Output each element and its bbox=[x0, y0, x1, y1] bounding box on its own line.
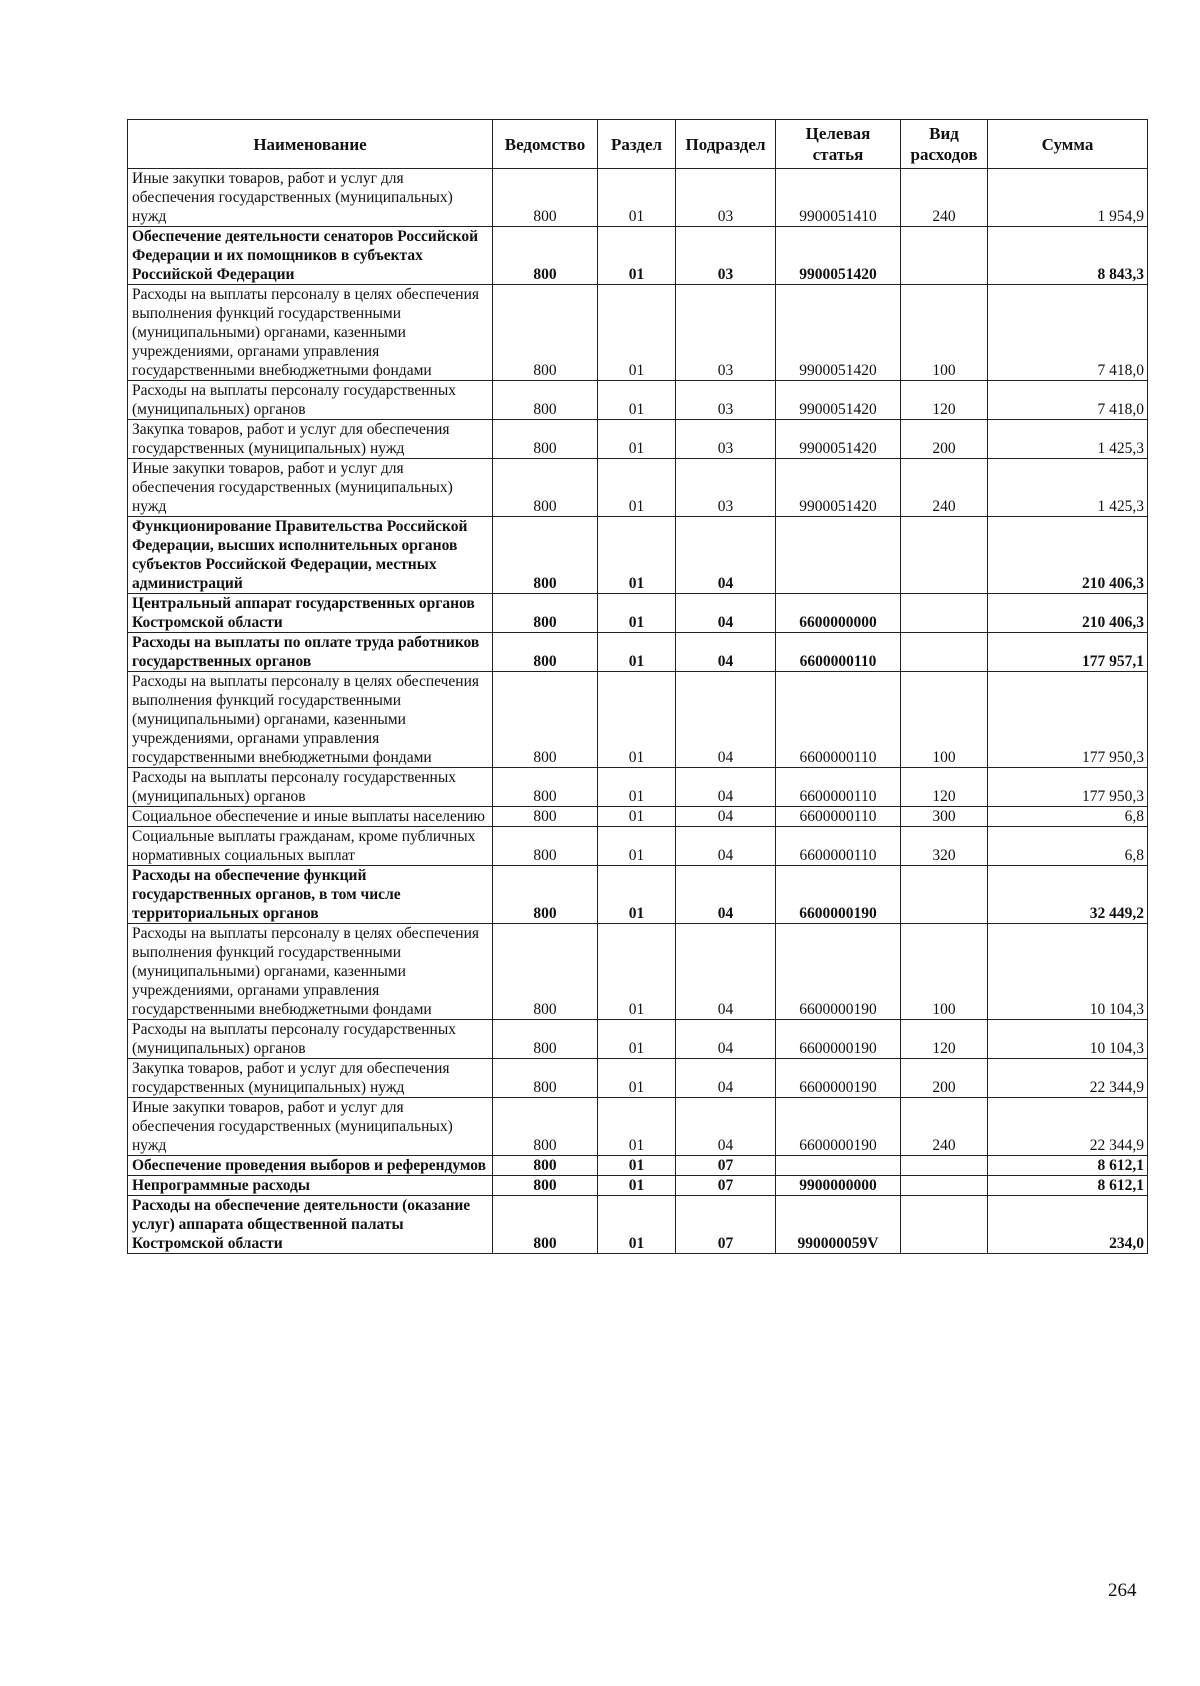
cell-name: Обеспечение деятельности сенаторов Российской Федерации и их помощников в субъектах Российской Федерации bbox=[128, 227, 493, 285]
table-row bbox=[128, 1098, 1148, 1156]
cell-podrazdel: 04 bbox=[676, 866, 776, 924]
cell-vid-raskhodov: 120 bbox=[901, 381, 988, 420]
cell-vid-raskhodov: 200 bbox=[901, 420, 988, 459]
cell-tselevaya-statya: 6600000110 bbox=[776, 807, 901, 827]
cell-name: Иные закупки товаров, работ и услуг для обеспечения государственных (муниципальных) нужд bbox=[128, 169, 493, 227]
cell-vid-raskhodov bbox=[901, 1196, 988, 1254]
budget-table bbox=[127, 119, 1148, 1254]
cell-razdel: 01 bbox=[598, 807, 676, 827]
cell-vid-raskhodov bbox=[901, 1156, 988, 1176]
table-row bbox=[128, 1156, 1148, 1176]
cell-tselevaya-statya bbox=[776, 1156, 901, 1176]
cell-tselevaya-statya: 9900051420 bbox=[776, 420, 901, 459]
cell-vedomstvo: 800 bbox=[493, 459, 598, 517]
cell-razdel: 01 bbox=[598, 227, 676, 285]
header-vid-raskhodov: Вид расходов bbox=[901, 120, 988, 169]
cell-razdel: 01 bbox=[598, 672, 676, 768]
cell-vedomstvo: 800 bbox=[493, 807, 598, 827]
cell-podrazdel: 04 bbox=[676, 827, 776, 866]
header-naimenovanie: Наименование bbox=[128, 120, 493, 169]
cell-summa: 7 418,0 bbox=[988, 381, 1148, 420]
cell-vedomstvo: 800 bbox=[493, 594, 598, 633]
cell-summa: 6,8 bbox=[988, 827, 1148, 866]
cell-name: Центральный аппарат государственных органов Костромской области bbox=[128, 594, 493, 633]
cell-podrazdel: 07 bbox=[676, 1196, 776, 1254]
cell-vid-raskhodov: 200 bbox=[901, 1059, 988, 1098]
cell-vedomstvo: 800 bbox=[493, 1156, 598, 1176]
cell-name: Расходы на выплаты персоналу в целях обеспечения выполнения функций государственными (муниципальными) органами, казенными учреждениями, органами управления государственными внебюджетными фондами bbox=[128, 285, 493, 381]
cell-razdel: 01 bbox=[598, 459, 676, 517]
header-vedomstvo: Ведомство bbox=[493, 120, 598, 169]
cell-name: Расходы на выплаты персоналу государственных (муниципальных) органов bbox=[128, 768, 493, 807]
table-row bbox=[128, 169, 1148, 227]
cell-podrazdel: 07 bbox=[676, 1156, 776, 1176]
cell-vid-raskhodov bbox=[901, 866, 988, 924]
cell-name: Расходы на выплаты персоналу в целях обеспечения выполнения функций государственными (муниципальными) органами, казенными учреждениями, органами управления государственными внебюджетными фондами bbox=[128, 672, 493, 768]
cell-summa: 177 957,1 bbox=[988, 633, 1148, 672]
cell-podrazdel: 03 bbox=[676, 381, 776, 420]
cell-name: Социальное обеспечение и иные выплаты населению bbox=[128, 807, 493, 827]
cell-summa: 8 612,1 bbox=[988, 1176, 1148, 1196]
cell-vid-raskhodov: 120 bbox=[901, 1020, 988, 1059]
cell-razdel: 01 bbox=[598, 1098, 676, 1156]
cell-summa: 177 950,3 bbox=[988, 672, 1148, 768]
cell-vid-raskhodov: 100 bbox=[901, 285, 988, 381]
cell-razdel: 01 bbox=[598, 594, 676, 633]
table-row bbox=[128, 866, 1148, 924]
cell-name: Расходы на обеспечение деятельности (оказание услуг) аппарата общественной палаты Костромской области bbox=[128, 1196, 493, 1254]
page-number: 264 bbox=[1108, 1580, 1137, 1601]
cell-tselevaya-statya bbox=[776, 517, 901, 594]
cell-podrazdel: 04 bbox=[676, 1059, 776, 1098]
cell-summa: 177 950,3 bbox=[988, 768, 1148, 807]
cell-name: Функционирование Правительства Российской Федерации, высших исполнительных органов субъектов Российской Федерации, местных администраций bbox=[128, 517, 493, 594]
cell-name: Расходы на выплаты персоналу государственных (муниципальных) органов bbox=[128, 1020, 493, 1059]
cell-name: Расходы на выплаты персоналу в целях обеспечения выполнения функций государственными (муниципальными) органами, казенными учреждениями, органами управления государственными внебюджетными фондами bbox=[128, 924, 493, 1020]
cell-name: Иные закупки товаров, работ и услуг для обеспечения государственных (муниципальных) нужд bbox=[128, 459, 493, 517]
cell-summa: 210 406,3 bbox=[988, 594, 1148, 633]
cell-vid-raskhodov bbox=[901, 517, 988, 594]
cell-summa: 1 425,3 bbox=[988, 420, 1148, 459]
cell-summa: 22 344,9 bbox=[988, 1098, 1148, 1156]
cell-vid-raskhodov: 240 bbox=[901, 459, 988, 517]
cell-podrazdel: 04 bbox=[676, 1020, 776, 1059]
cell-vid-raskhodov bbox=[901, 1176, 988, 1196]
cell-podrazdel: 04 bbox=[676, 594, 776, 633]
cell-podrazdel: 04 bbox=[676, 517, 776, 594]
cell-vedomstvo: 800 bbox=[493, 285, 598, 381]
cell-podrazdel: 04 bbox=[676, 633, 776, 672]
table-row bbox=[128, 1196, 1148, 1254]
cell-podrazdel: 03 bbox=[676, 227, 776, 285]
cell-vedomstvo: 800 bbox=[493, 1196, 598, 1254]
cell-summa: 1 425,3 bbox=[988, 459, 1148, 517]
cell-razdel: 01 bbox=[598, 768, 676, 807]
cell-vedomstvo: 800 bbox=[493, 1176, 598, 1196]
cell-summa: 210 406,3 bbox=[988, 517, 1148, 594]
cell-tselevaya-statya: 6600000190 bbox=[776, 866, 901, 924]
cell-name: Расходы на обеспечение функций государственных органов, в том числе территориальных органов bbox=[128, 866, 493, 924]
cell-vid-raskhodov: 100 bbox=[901, 924, 988, 1020]
cell-podrazdel: 04 bbox=[676, 672, 776, 768]
cell-tselevaya-statya: 6600000110 bbox=[776, 827, 901, 866]
cell-summa: 32 449,2 bbox=[988, 866, 1148, 924]
cell-razdel: 01 bbox=[598, 1196, 676, 1254]
table-row bbox=[128, 594, 1148, 633]
cell-razdel: 01 bbox=[598, 420, 676, 459]
cell-vedomstvo: 800 bbox=[493, 924, 598, 1020]
cell-vid-raskhodov bbox=[901, 594, 988, 633]
cell-tselevaya-statya: 6600000190 bbox=[776, 1059, 901, 1098]
cell-tselevaya-statya: 6600000190 bbox=[776, 1020, 901, 1059]
cell-podrazdel: 03 bbox=[676, 285, 776, 381]
cell-name: Социальные выплаты гражданам, кроме публичных нормативных социальных выплат bbox=[128, 827, 493, 866]
cell-vedomstvo: 800 bbox=[493, 866, 598, 924]
cell-vid-raskhodov bbox=[901, 227, 988, 285]
cell-summa: 8 612,1 bbox=[988, 1156, 1148, 1176]
table-row bbox=[128, 924, 1148, 1020]
cell-tselevaya-statya: 6600000110 bbox=[776, 768, 901, 807]
cell-tselevaya-statya: 9900000000 bbox=[776, 1176, 901, 1196]
header-razdel: Раздел bbox=[598, 120, 676, 169]
cell-vedomstvo: 800 bbox=[493, 169, 598, 227]
table-row bbox=[128, 807, 1148, 827]
table-row bbox=[128, 285, 1148, 381]
table-row bbox=[128, 459, 1148, 517]
cell-razdel: 01 bbox=[598, 169, 676, 227]
cell-name: Расходы на выплаты персоналу государственных (муниципальных) органов bbox=[128, 381, 493, 420]
cell-summa: 7 418,0 bbox=[988, 285, 1148, 381]
cell-razdel: 01 bbox=[598, 827, 676, 866]
cell-razdel: 01 bbox=[598, 1156, 676, 1176]
header-podrazdel: Подраздел bbox=[676, 120, 776, 169]
cell-razdel: 01 bbox=[598, 285, 676, 381]
table-row bbox=[128, 517, 1148, 594]
cell-summa: 22 344,9 bbox=[988, 1059, 1148, 1098]
cell-vid-raskhodov: 240 bbox=[901, 1098, 988, 1156]
table-body bbox=[128, 169, 1148, 1254]
cell-summa: 1 954,9 bbox=[988, 169, 1148, 227]
cell-summa: 10 104,3 bbox=[988, 924, 1148, 1020]
cell-razdel: 01 bbox=[598, 633, 676, 672]
cell-tselevaya-statya: 990000059V bbox=[776, 1196, 901, 1254]
cell-vid-raskhodov: 320 bbox=[901, 827, 988, 866]
cell-tselevaya-statya: 6600000110 bbox=[776, 672, 901, 768]
table-header-row bbox=[128, 120, 1148, 169]
cell-razdel: 01 bbox=[598, 924, 676, 1020]
cell-vid-raskhodov: 300 bbox=[901, 807, 988, 827]
cell-vedomstvo: 800 bbox=[493, 768, 598, 807]
cell-summa: 8 843,3 bbox=[988, 227, 1148, 285]
table-row bbox=[128, 768, 1148, 807]
cell-razdel: 01 bbox=[598, 866, 676, 924]
cell-vedomstvo: 800 bbox=[493, 517, 598, 594]
cell-vedomstvo: 800 bbox=[493, 1098, 598, 1156]
cell-tselevaya-statya: 6600000190 bbox=[776, 1098, 901, 1156]
cell-podrazdel: 03 bbox=[676, 459, 776, 517]
header-summa: Сумма bbox=[988, 120, 1148, 169]
cell-tselevaya-statya: 9900051420 bbox=[776, 459, 901, 517]
table-row bbox=[128, 672, 1148, 768]
table-row bbox=[128, 1176, 1148, 1196]
table-row bbox=[128, 1020, 1148, 1059]
cell-podrazdel: 04 bbox=[676, 1098, 776, 1156]
cell-tselevaya-statya: 9900051420 bbox=[776, 381, 901, 420]
cell-summa: 10 104,3 bbox=[988, 1020, 1148, 1059]
cell-tselevaya-statya: 9900051420 bbox=[776, 285, 901, 381]
cell-name: Закупка товаров, работ и услуг для обеспечения государственных (муниципальных) нужд bbox=[128, 1059, 493, 1098]
cell-vedomstvo: 800 bbox=[493, 1020, 598, 1059]
cell-vedomstvo: 800 bbox=[493, 1059, 598, 1098]
cell-name: Расходы на выплаты по оплате труда работников государственных органов bbox=[128, 633, 493, 672]
cell-name: Непрограммные расходы bbox=[128, 1176, 493, 1196]
cell-vid-raskhodov bbox=[901, 633, 988, 672]
cell-vedomstvo: 800 bbox=[493, 827, 598, 866]
cell-tselevaya-statya: 9900051410 bbox=[776, 169, 901, 227]
cell-name: Закупка товаров, работ и услуг для обеспечения государственных (муниципальных) нужд bbox=[128, 420, 493, 459]
cell-vid-raskhodov: 120 bbox=[901, 768, 988, 807]
cell-razdel: 01 bbox=[598, 1176, 676, 1196]
header-tselevaya-statya: Целевая статья bbox=[776, 120, 901, 169]
cell-podrazdel: 07 bbox=[676, 1176, 776, 1196]
cell-podrazdel: 04 bbox=[676, 924, 776, 1020]
cell-tselevaya-statya: 6600000190 bbox=[776, 924, 901, 1020]
cell-vid-raskhodov: 240 bbox=[901, 169, 988, 227]
cell-tselevaya-statya: 6600000000 bbox=[776, 594, 901, 633]
cell-razdel: 01 bbox=[598, 1059, 676, 1098]
cell-vedomstvo: 800 bbox=[493, 672, 598, 768]
table-row bbox=[128, 633, 1148, 672]
cell-vedomstvo: 800 bbox=[493, 420, 598, 459]
cell-name: Иные закупки товаров, работ и услуг для обеспечения государственных (муниципальных) нужд bbox=[128, 1098, 493, 1156]
table-row bbox=[128, 1059, 1148, 1098]
cell-razdel: 01 bbox=[598, 381, 676, 420]
table-row bbox=[128, 420, 1148, 459]
cell-vedomstvo: 800 bbox=[493, 227, 598, 285]
cell-tselevaya-statya: 6600000110 bbox=[776, 633, 901, 672]
cell-summa: 234,0 bbox=[988, 1196, 1148, 1254]
cell-razdel: 01 bbox=[598, 517, 676, 594]
cell-summa: 6,8 bbox=[988, 807, 1148, 827]
table-row bbox=[128, 227, 1148, 285]
table-row bbox=[128, 381, 1148, 420]
cell-tselevaya-statya: 9900051420 bbox=[776, 227, 901, 285]
cell-razdel: 01 bbox=[598, 1020, 676, 1059]
cell-podrazdel: 04 bbox=[676, 768, 776, 807]
cell-podrazdel: 04 bbox=[676, 807, 776, 827]
cell-vedomstvo: 800 bbox=[493, 633, 598, 672]
cell-vid-raskhodov: 100 bbox=[901, 672, 988, 768]
cell-name: Обеспечение проведения выборов и референдумов bbox=[128, 1156, 493, 1176]
cell-podrazdel: 03 bbox=[676, 420, 776, 459]
cell-vedomstvo: 800 bbox=[493, 381, 598, 420]
cell-podrazdel: 03 bbox=[676, 169, 776, 227]
table-row bbox=[128, 827, 1148, 866]
